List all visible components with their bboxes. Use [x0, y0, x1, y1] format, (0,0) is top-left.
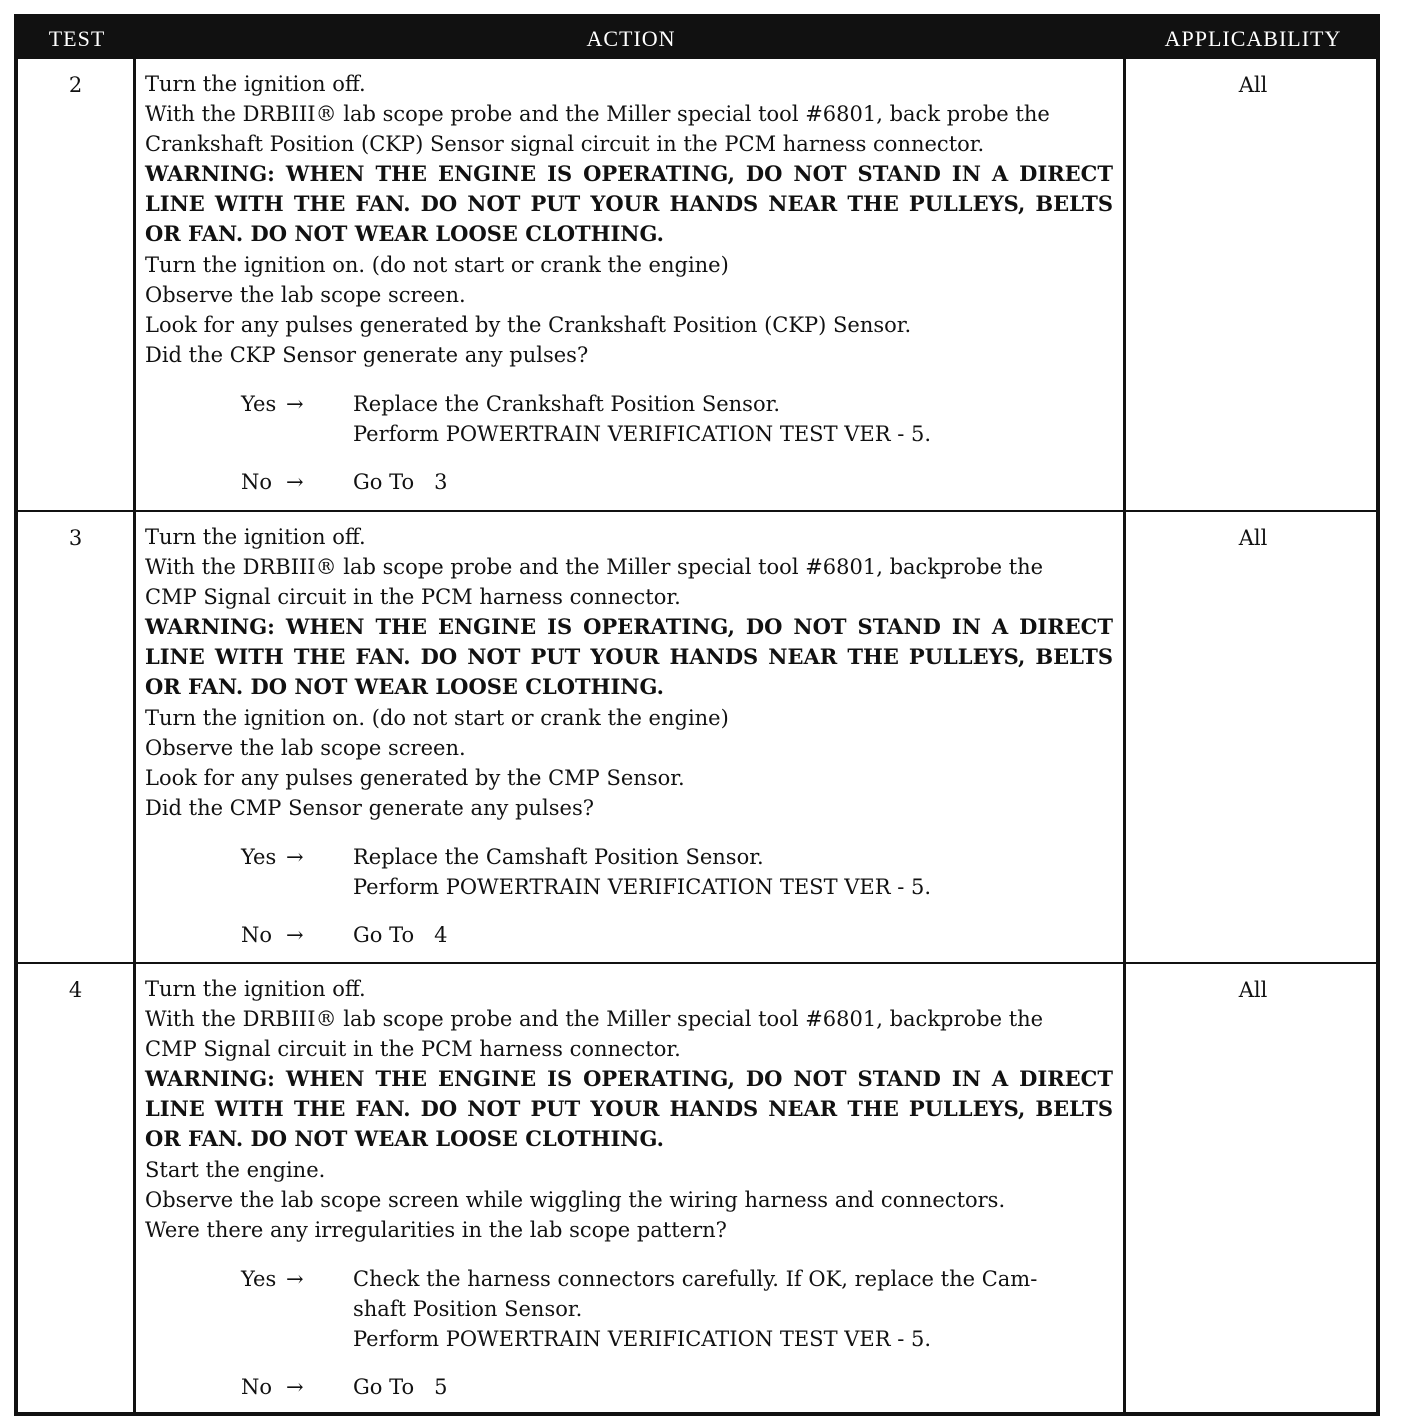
- result-line: Go To 5: [353, 1375, 448, 1400]
- no-result: [353, 467, 1105, 497]
- table-header: [18, 18, 1376, 59]
- action-cell: [136, 512, 1126, 962]
- result-line: Perform POWERTRAIN VERIFICATION TEST VER - 5.: [353, 1327, 932, 1352]
- result-line: Go To 4: [353, 923, 448, 948]
- action-line: Did the CMP Sensor generate any pulses?: [145, 795, 595, 820]
- arrow-icon: →: [286, 391, 304, 416]
- no-label: No: [241, 923, 273, 948]
- yes-choice: [241, 842, 1113, 902]
- header-action: ACTION: [586, 26, 676, 51]
- action-line: Turn the ignition on. (do not start or crank the engine): [145, 252, 729, 277]
- warning-text: WARNING: WHEN THE ENGINE IS OPERATING, DO NOT STAND IN A DIRECT LINE WITH THE FAN. DO NOT PUT YOUR HANDS NEAR THE PULLEYS, BELTS OR FAN. DO NOT WEAR LOOSE CLOTHING.: [145, 614, 1113, 700]
- action-line: Turn the ignition off.: [145, 525, 366, 549]
- diagnostic-test-table: [14, 14, 1380, 1416]
- answer-choices: [241, 842, 1113, 950]
- arrow-icon: →: [286, 844, 304, 869]
- applicability-value: All: [1238, 978, 1268, 1002]
- yes-label: Yes: [241, 1266, 277, 1291]
- result-line: Go To 3: [353, 470, 448, 495]
- yes-result: [353, 389, 1105, 449]
- action-line: CMP Signal circuit in the PCM harness connector.: [145, 1037, 681, 1062]
- result-line: Check the harness connectors carefully. If OK, replace the Cam-: [353, 1266, 1038, 1291]
- yes-result: [353, 1264, 1105, 1354]
- applicability-value: All: [1238, 526, 1268, 550]
- arrow-icon: →: [286, 1266, 304, 1291]
- action-line: Observe the lab scope screen.: [145, 282, 466, 307]
- warning-text: WARNING: WHEN THE ENGINE IS OPERATING, DO NOT STAND IN A DIRECT LINE WITH THE FAN. DO NOT PUT YOUR HANDS NEAR THE PULLEYS, BELTS OR FAN. DO NOT WEAR LOOSE CLOTHING.: [145, 161, 1113, 247]
- action-line: With the DRBIII® lab scope probe and the Miller special tool #6801, backprobe the: [145, 1007, 1044, 1032]
- yes-label: Yes: [241, 391, 277, 416]
- action-line: Turn the ignition on. (do not start or crank the engine): [145, 705, 729, 730]
- action-line: Crankshaft Position (CKP) Sensor signal circuit in the PCM harness connector.: [145, 132, 985, 157]
- test-number: 4: [18, 964, 136, 1412]
- header-test: TEST: [48, 26, 106, 51]
- result-line: Perform POWERTRAIN VERIFICATION TEST VER - 5.: [353, 875, 932, 900]
- action-line: Look for any pulses generated by the Crankshaft Position (CKP) Sensor.: [145, 312, 912, 337]
- no-choice: [241, 920, 1113, 950]
- yes-result: [353, 842, 1105, 902]
- no-choice: [241, 1372, 1113, 1402]
- action-line: With the DRBIII® lab scope probe and the Miller special tool #6801, backprobe the: [145, 555, 1044, 580]
- warning-text: WARNING: WHEN THE ENGINE IS OPERATING, DO NOT STAND IN A DIRECT LINE WITH THE FAN. DO NOT PUT YOUR HANDS NEAR THE PULLEYS, BELTS OR FAN. DO NOT WEAR LOOSE CLOTHING.: [145, 1066, 1113, 1152]
- yes-choice: [241, 389, 1113, 449]
- arrow-icon: →: [286, 1375, 304, 1400]
- yes-choice: [241, 1264, 1113, 1354]
- result-line: Replace the Crankshaft Position Sensor.: [353, 391, 781, 416]
- no-result: [353, 1372, 1105, 1402]
- action-line: Turn the ignition off.: [145, 72, 366, 96]
- action-line: Were there any irregularities in the lab scope pattern?: [145, 1217, 727, 1242]
- action-cell: [136, 59, 1126, 510]
- action-line: With the DRBIII® lab scope probe and the Miller special tool #6801, back probe the: [145, 102, 1050, 127]
- test-number: 2: [18, 59, 136, 510]
- yes-label: Yes: [241, 844, 277, 869]
- answer-choices: [241, 389, 1113, 497]
- result-line: Replace the Camshaft Position Sensor.: [353, 844, 764, 869]
- no-label: No: [241, 1375, 273, 1400]
- table-row-test-2: [18, 59, 1376, 510]
- action-line: Observe the lab scope screen while wiggling the wiring harness and connectors.: [145, 1187, 1006, 1212]
- test-number: 3: [18, 512, 136, 962]
- table-row-test-4: [18, 962, 1376, 1412]
- result-line: shaft Position Sensor.: [353, 1296, 583, 1321]
- action-line: Did the CKP Sensor generate any pulses?: [145, 342, 589, 367]
- action-line: Turn the ignition off.: [145, 977, 366, 1001]
- action-line: CMP Signal circuit in the PCM harness connector.: [145, 585, 681, 610]
- action-line: Look for any pulses generated by the CMP Sensor.: [145, 765, 685, 790]
- applicability-value: All: [1238, 73, 1268, 97]
- arrow-icon: →: [286, 923, 304, 948]
- action-line: Start the engine.: [145, 1157, 326, 1182]
- answer-choices: [241, 1264, 1113, 1402]
- result-line: Perform POWERTRAIN VERIFICATION TEST VER - 5.: [353, 422, 932, 447]
- no-choice: [241, 467, 1113, 497]
- action-cell: [136, 964, 1126, 1412]
- no-result: [353, 920, 1105, 950]
- header-applicability: APPLICABILITY: [1164, 26, 1342, 51]
- table-row-test-3: [18, 510, 1376, 962]
- no-label: No: [241, 470, 273, 495]
- action-line: Observe the lab scope screen.: [145, 735, 466, 760]
- arrow-icon: →: [286, 470, 304, 495]
